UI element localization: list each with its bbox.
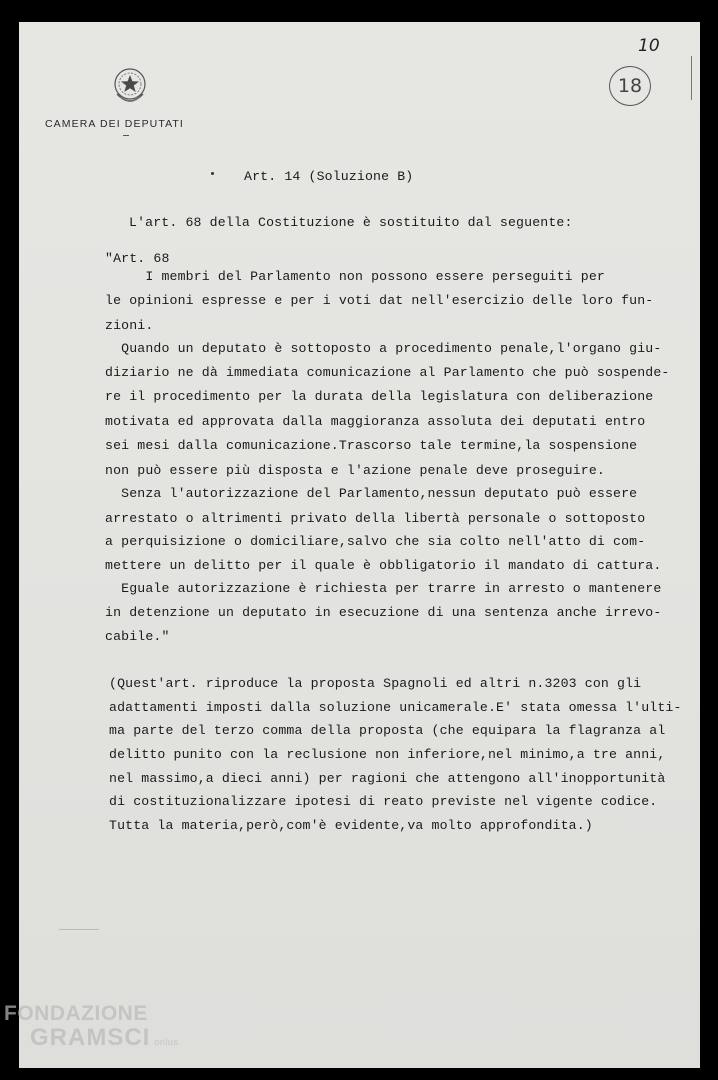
body-line: motivata ed approvata dalla maggioranza assoluta dei deputati entro bbox=[105, 414, 646, 429]
article-intro: L'art. 68 della Costituzione è sostituito dal seguente: bbox=[129, 215, 573, 230]
note-line: nel massimo,a dieci anni) per ragioni che attengono all'inopportunità bbox=[109, 771, 666, 786]
body-line: arrestato o altrimenti privato della libertà personale o sottoposto bbox=[105, 511, 646, 526]
edge-mark bbox=[691, 56, 692, 100]
document-sheet bbox=[19, 22, 700, 1068]
body-line: sei mesi dalla comunicazione.Trascorso tale termine,la sospensione bbox=[105, 438, 638, 453]
fondazione-gramsci-watermark bbox=[4, 1002, 178, 1054]
watermark-line2: GRAMSCI bbox=[30, 1024, 151, 1051]
header-label: CAMERA DEI DEPUTATI bbox=[45, 118, 184, 130]
republic-emblem-icon bbox=[111, 64, 149, 108]
note-line: di costituzionalizzare ipotesi di reato previste nel vigente codice. bbox=[109, 794, 658, 809]
body-line: a perquisizione o domiciliare,salvo che sia colto nell'atto di com- bbox=[105, 534, 646, 549]
note-line: ma parte del terzo comma della proposta (che equipara la flagranza al bbox=[109, 723, 666, 738]
fold-mark bbox=[59, 929, 99, 930]
circled-folio-number: 18 bbox=[609, 66, 651, 106]
watermark-line1: FONDAZIONE bbox=[4, 1002, 148, 1025]
note-line: (Quest'art. riproduce la proposta Spagnoli ed altri n.3203 con gli bbox=[109, 676, 642, 691]
note-line: Tutta la materia,però,com'è evidente,va molto approfondita.) bbox=[109, 818, 593, 833]
bullet-dot bbox=[211, 172, 214, 175]
article-title: Art. 14 (Soluzione B) bbox=[244, 169, 414, 184]
body-line: I membri del Parlamento non possono essere perseguiti per bbox=[105, 269, 605, 284]
body-line: cabile." bbox=[105, 629, 170, 644]
body-line: non può essere più disposta e l'azione penale deve proseguire. bbox=[105, 463, 605, 478]
body-line: Senza l'autorizzazione del Parlamento,nessun deputato può essere bbox=[105, 486, 638, 501]
header-tick-mark bbox=[123, 135, 129, 136]
body-line: le opinioni espresse e per i voti dat nell'esercizio delle loro fun- bbox=[105, 293, 654, 308]
body-line: mettere un delitto per il quale è obbligatorio il mandato di cattura. bbox=[105, 558, 662, 573]
note-line: adattamenti imposti dalla soluzione unicamerale.E' stata omessa l'ulti- bbox=[109, 700, 682, 715]
note-line: delitto punito con la reclusione non inferiore,nel minimo,a tre anni, bbox=[109, 747, 666, 762]
body-line: Eguale autorizzazione è richiesta per trarre in arresto o mantenere bbox=[105, 581, 662, 596]
page-number: 10 bbox=[638, 36, 660, 56]
watermark-small: onlus bbox=[154, 1037, 179, 1047]
body-line: diziario ne dà immediata comunicazione al Parlamento che può sospende- bbox=[105, 365, 670, 380]
body-line: in detenzione un deputato in esecuzione di una sentenza anche irrevo- bbox=[105, 605, 662, 620]
body-line: re il procedimento per la durata della legislatura con deliberazione bbox=[105, 389, 654, 404]
article-heading: "Art. 68 bbox=[105, 251, 170, 266]
body-line: Quando un deputato è sottoposto a procedimento penale,l'organo giu- bbox=[105, 341, 662, 356]
body-line: zioni. bbox=[105, 318, 154, 333]
